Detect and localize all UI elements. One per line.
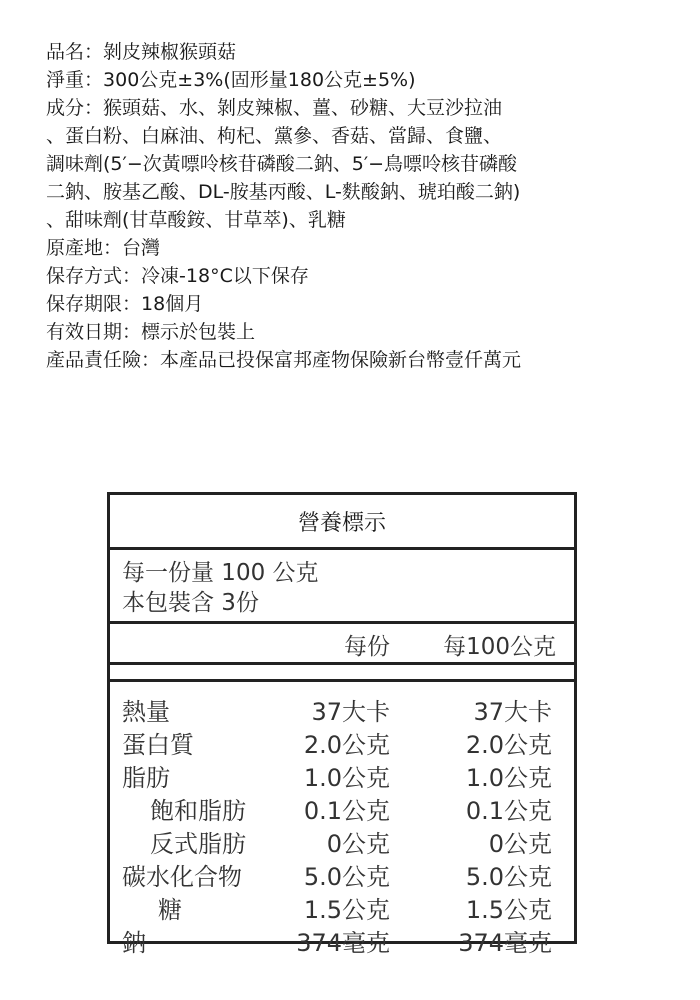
info-line-ingredients-cont-4 bbox=[46, 206, 666, 234]
nutrient-per-100g: 0公克 bbox=[488, 830, 552, 858]
header-divider bbox=[110, 665, 574, 682]
info-line-ingredients-cont-2 bbox=[46, 150, 666, 178]
nutrient-row-energy bbox=[110, 690, 574, 726]
nutrient-row-sugar bbox=[110, 888, 574, 924]
info-label: 產品責任險 bbox=[46, 349, 142, 371]
product-info bbox=[46, 38, 666, 374]
nutrient-per-100g: 1.0公克 bbox=[465, 764, 552, 792]
nutrient-row-fat bbox=[110, 756, 574, 792]
nutrition-column-header bbox=[110, 624, 574, 665]
info-value: 冷凍-18°C以下保存 bbox=[141, 265, 309, 287]
info-label: 保存方式 bbox=[46, 265, 123, 287]
nutrient-row-trans-fat bbox=[110, 822, 574, 858]
info-label: 保存期限 bbox=[46, 293, 123, 315]
info-label: 原產地 bbox=[46, 237, 104, 259]
info-line-ingredients bbox=[46, 94, 666, 122]
nutrient-name: 蛋白質 bbox=[122, 731, 194, 759]
nutrient-name: 糖 bbox=[158, 896, 182, 924]
info-line-storage bbox=[46, 262, 666, 290]
info-label: 有效日期 bbox=[46, 321, 123, 343]
nutrient-row-protein bbox=[110, 723, 574, 759]
info-value: 標示於包裝上 bbox=[141, 321, 256, 343]
nutrition-rows bbox=[110, 682, 574, 957]
nutrient-per-serving: 37大卡 bbox=[311, 698, 390, 726]
info-line-net-weight bbox=[46, 66, 666, 94]
info-sep: ： bbox=[122, 321, 142, 343]
serving-size: 每一份量 100 公克 bbox=[122, 560, 319, 586]
nutrient-name: 鈉 bbox=[122, 929, 146, 957]
info-sep: ： bbox=[84, 69, 104, 91]
info-label: 成分 bbox=[46, 97, 85, 119]
info-sep: ： bbox=[103, 237, 123, 259]
nutrient-per-serving: 374毫克 bbox=[296, 929, 390, 957]
nutrient-per-serving: 1.0公克 bbox=[303, 764, 390, 792]
nutrient-name: 脂肪 bbox=[122, 764, 170, 792]
nutrient-row-carbohydrate bbox=[110, 855, 574, 891]
info-sep: ： bbox=[84, 41, 104, 63]
serving-info bbox=[110, 550, 574, 624]
info-line-origin bbox=[46, 234, 666, 262]
nutrient-name: 碳水化合物 bbox=[122, 863, 242, 891]
nutrient-row-saturated-fat bbox=[110, 789, 574, 825]
servings-per-package: 本包裝含 3份 bbox=[122, 590, 259, 616]
info-label: 淨重 bbox=[46, 69, 85, 91]
info-line-expiry bbox=[46, 318, 666, 346]
nutrient-per-serving: 0.1公克 bbox=[303, 797, 390, 825]
info-value: 18個月 bbox=[141, 293, 204, 315]
info-value: 猴頭菇、水、剝皮辣椒、薑、砂糖、大豆沙拉油 bbox=[103, 97, 503, 119]
nutrition-facts-panel bbox=[107, 492, 577, 957]
info-value: 調味劑(5′−次黃嘌呤核苷磷酸二鈉、5′−鳥嘌呤核苷磷酸 bbox=[46, 153, 518, 175]
info-line-ingredients-cont-3 bbox=[46, 178, 666, 206]
column-per-serving: 每份 bbox=[344, 634, 390, 660]
nutrient-per-serving: 1.5公克 bbox=[303, 896, 390, 924]
info-sep: ： bbox=[122, 265, 142, 287]
info-value: 本產品已投保富邦產物保險新台幣壹仟萬元 bbox=[160, 349, 522, 371]
info-line-shelf-life bbox=[46, 290, 666, 318]
nutrient-per-serving: 2.0公克 bbox=[303, 731, 390, 759]
info-value: 300公克±3%(固形量180公克±5%) bbox=[103, 69, 416, 91]
info-sep: ： bbox=[122, 293, 142, 315]
nutrient-per-100g: 0.1公克 bbox=[465, 797, 552, 825]
nutrient-per-100g: 5.0公克 bbox=[465, 863, 552, 891]
info-line-insurance bbox=[46, 346, 666, 374]
nutrient-per-serving: 0公克 bbox=[326, 830, 390, 858]
nutrient-per-serving: 5.0公克 bbox=[303, 863, 390, 891]
info-sep: ： bbox=[141, 349, 161, 371]
nutrient-name: 反式脂肪 bbox=[150, 830, 246, 858]
info-value: 、蛋白粉、白麻油、枸杞、黨參、香菇、當歸、食鹽、 bbox=[46, 125, 503, 147]
info-value: 剝皮辣椒猴頭菇 bbox=[103, 41, 237, 63]
info-value: 、甜味劑(甘草酸銨、甘草萃)、乳糖 bbox=[46, 209, 346, 231]
nutrient-row-sodium bbox=[110, 921, 574, 957]
info-line-ingredients-cont-1 bbox=[46, 122, 666, 150]
nutrient-name: 飽和脂肪 bbox=[150, 797, 246, 825]
nutrition-title: 營養標示 bbox=[110, 495, 574, 550]
column-per-100g: 每100公克 bbox=[443, 634, 556, 660]
nutrient-per-100g: 2.0公克 bbox=[465, 731, 552, 759]
nutrient-per-100g: 37大卡 bbox=[473, 698, 552, 726]
info-value: 台灣 bbox=[122, 237, 161, 259]
info-line-product-name bbox=[46, 38, 666, 66]
info-label: 品名 bbox=[46, 41, 85, 63]
nutrient-per-100g: 1.5公克 bbox=[465, 896, 552, 924]
nutrient-per-100g: 374毫克 bbox=[458, 929, 552, 957]
nutrient-name: 熱量 bbox=[122, 698, 170, 726]
info-value: 二鈉、胺基乙酸、DL-胺基丙酸、L-麩酸鈉、琥珀酸二鈉) bbox=[46, 181, 521, 203]
info-sep: ： bbox=[84, 97, 104, 119]
